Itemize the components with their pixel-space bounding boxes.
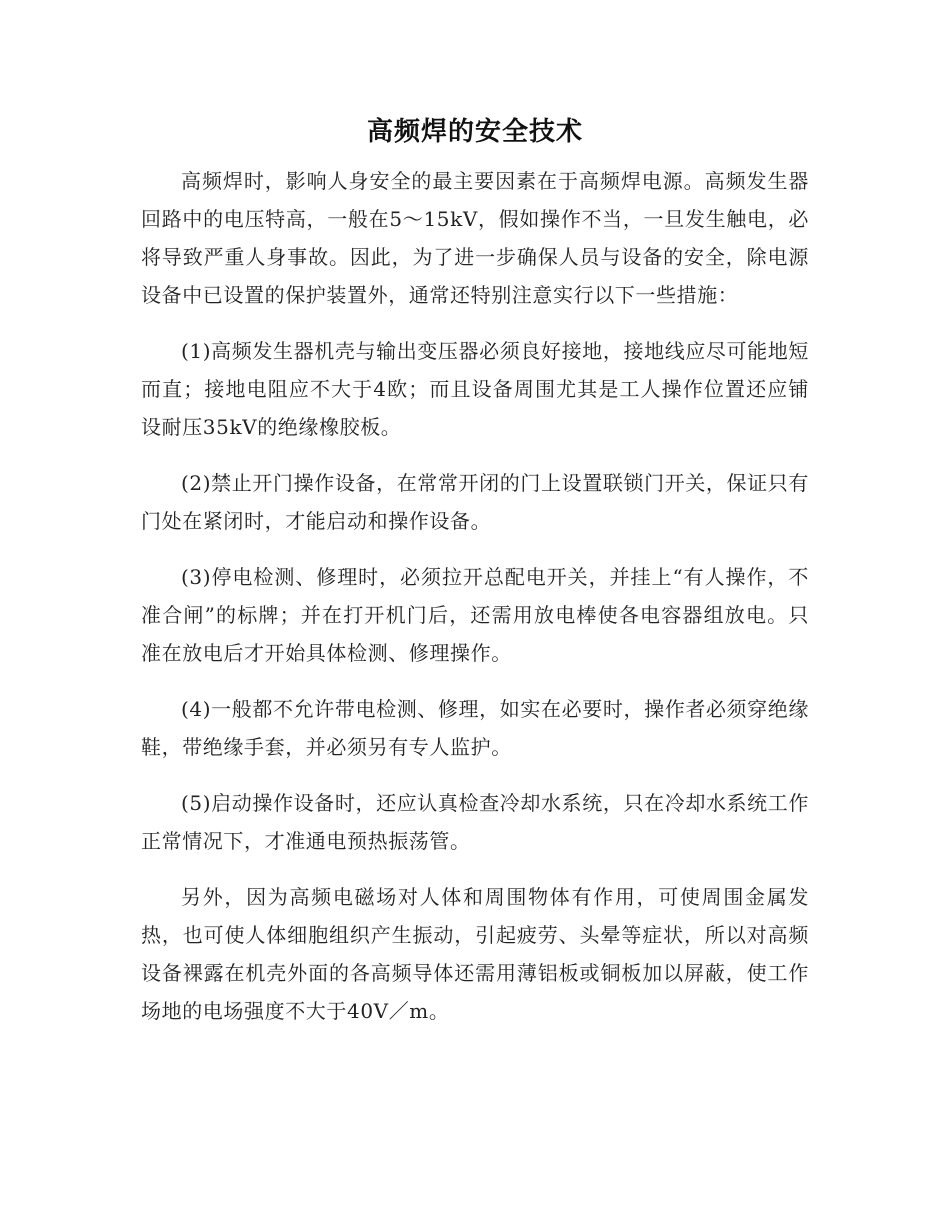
- paragraph-shielding: 另外，因为高频电磁场对人体和周围物体有作用，可使周围金属发热，也可使人体细胞组织产生振动，引起疲劳、头晕等症状，所以对高频设备裸露在机壳外面的各高频导体还需用薄铝板或铜板加以屏蔽，使工作场地的电场强度不大于40V／m。: [141, 885, 809, 1023]
- paragraph-measure-3: (3)停电检测、修理时，必须拉开总配电开关，并挂上“有人操作，不准合闸”的标牌；并在打开机门后，还需用放电棒使各电容器组放电。只准在放电后才开始具体检测、修理操作。: [141, 565, 809, 665]
- paragraph-measure-4: (4)一般都不允许带电检测、修理，如实在必要时，操作者必须穿绝缘鞋，带绝缘手套，并必须另有专人监护。: [141, 697, 809, 759]
- paragraph-measure-5: (5)启动操作设备时，还应认真检查冷却水系统，只在冷却水系统工作正常情况下，才准通电预热振荡管。: [141, 791, 809, 853]
- paragraph-measure-1: (1)高频发生器机壳与输出变压器必须良好接地，接地线应尽可能地短而直；接地电阻应不大于4欧；而且设备周围尤其是工人操作位置还应铺设耐压35kV的绝缘橡胶板。: [141, 339, 809, 439]
- paragraph-intro: 高频焊时，影响人身安全的最主要因素在于高频焊电源。高频发生器回路中的电压特高，一般在5～15kV，假如操作不当，一旦发生触电，必将导致严重人身事故。因此，为了进一步确保人员与设备的安全，除电源设备中已设置的保护装置外，通常还特别注意实行以下一些措施：: [141, 169, 809, 307]
- paragraph-measure-2: (2)禁止开门操作设备，在常常开闭的门上设置联锁门开关，保证只有门处在紧闭时，才能启动和操作设备。: [141, 471, 809, 533]
- document-title: 高频焊的安全技术: [366, 117, 583, 147]
- document-body: [141, 112, 809, 1048]
